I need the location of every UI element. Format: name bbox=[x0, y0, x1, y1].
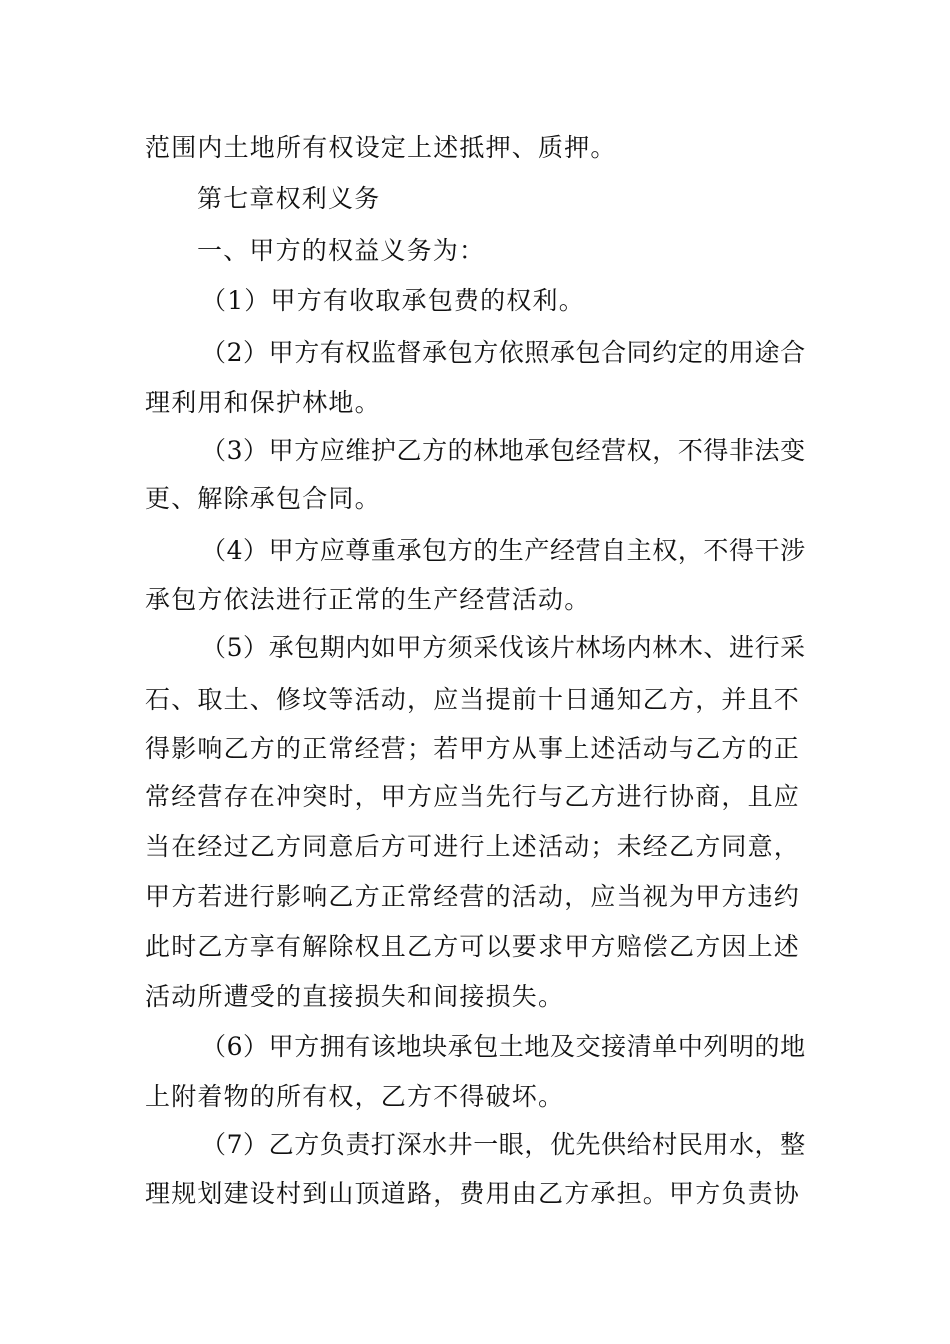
text-line: 得影响乙方的正常经营；若甲方从事上述活动与乙方的正 bbox=[145, 734, 801, 763]
clause-2: （2）甲方有权监督承包方依照承包合同约定的用途合 bbox=[201, 338, 806, 367]
section-heading: 一、甲方的权益义务为： bbox=[197, 236, 486, 265]
chapter-heading: 第七章权利义务 bbox=[197, 184, 381, 213]
text-line: 上附着物的所有权，乙方不得破坏。 bbox=[145, 1082, 565, 1111]
clause-5: （5）承包期内如甲方须采伐该片林场内林木、进行采 bbox=[201, 633, 806, 662]
clause-6: （6）甲方拥有该地块承包土地及交接清单中列明的地 bbox=[201, 1032, 806, 1061]
text-line: 理规划建设村到山顶道路，费用由乙方承担。甲方负责协 bbox=[145, 1179, 801, 1208]
clause-4: （4）甲方应尊重承包方的生产经营自主权，不得干涉 bbox=[201, 536, 806, 565]
text-line: 石、取土、修坟等活动，应当提前十日通知乙方，并且不 bbox=[145, 685, 801, 714]
text-line: 甲方若进行影响乙方正常经营的活动，应当视为甲方违约 bbox=[145, 882, 801, 911]
text-line: 当在经过乙方同意后方可进行上述活动；未经乙方同意， bbox=[145, 832, 801, 861]
clause-7: （7）乙方负责打深水井一眼，优先供给村民用水，整 bbox=[201, 1130, 806, 1159]
text-line: 活动所遭受的直接损失和间接损失。 bbox=[145, 982, 565, 1011]
text-line: 常经营存在冲突时，甲方应当先行与乙方进行协商，且应 bbox=[145, 782, 801, 811]
clause-1: （1）甲方有收取承包费的权利。 bbox=[201, 286, 585, 315]
text-line: 理利用和保护林地。 bbox=[145, 388, 381, 417]
text-line: 承包方依法进行正常的生产经营活动。 bbox=[145, 585, 591, 614]
clause-3: （3）甲方应维护乙方的林地承包经营权，不得非法变 bbox=[201, 436, 806, 465]
text-line: 更、解除承包合同。 bbox=[145, 484, 381, 513]
text-line: 此时乙方享有解除权且乙方可以要求甲方赔偿乙方因上述 bbox=[145, 932, 801, 961]
text-line: 范围内土地所有权设定上述抵押、质押。 bbox=[145, 133, 617, 162]
